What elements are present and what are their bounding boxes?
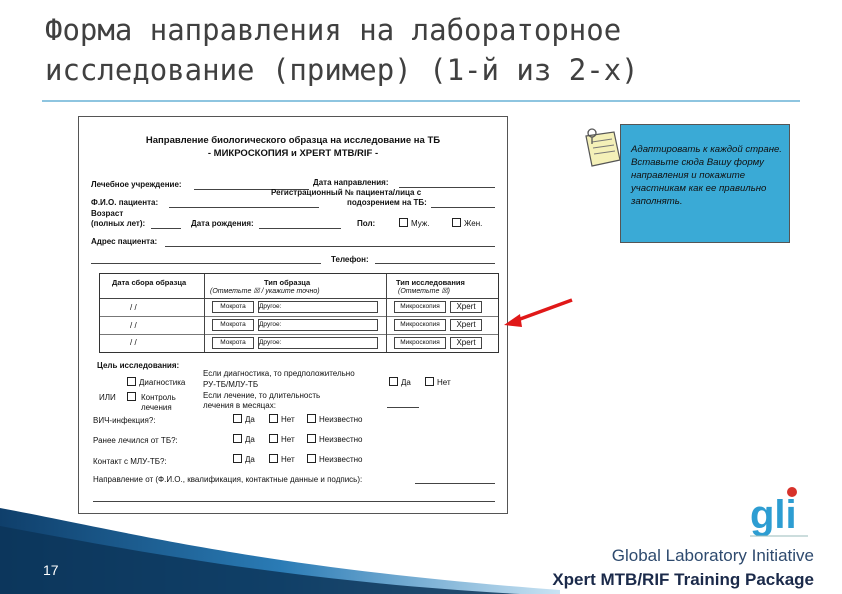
prev-no-label: Нет (281, 435, 295, 444)
address-line-2 (91, 263, 321, 264)
treatment-label: лечения (141, 403, 172, 412)
male-checkbox (399, 218, 408, 227)
row3-date: / / (130, 338, 137, 347)
row2-date: / / (130, 321, 137, 330)
or-label: ИЛИ (99, 393, 116, 402)
gli-logo (748, 484, 810, 544)
hiv-unknown-checkbox (307, 414, 316, 423)
th-sample-type: Тип образца (264, 278, 311, 287)
suspected-tb-line (431, 207, 495, 208)
mdr-yes-label: Да (245, 455, 255, 464)
form-title-line2: - МИКРОСКОПИЯ и XPERT MTB/RIF - (207, 148, 379, 159)
female-checkbox (452, 218, 461, 227)
age-full-label: (полных лет): (91, 219, 146, 228)
sticky-note-icon (578, 126, 626, 174)
hiv-no-label: Нет (281, 415, 295, 424)
hiv-label: ВИЧ-инфекция?: (93, 416, 156, 425)
th-test-type: Тип исследования (396, 278, 465, 287)
referral-form-image (78, 116, 508, 514)
birth-date-line (259, 228, 341, 229)
footer-wave-decoration (0, 490, 560, 594)
rr-yes-checkbox (389, 377, 398, 386)
phone-label: Телефон: (331, 255, 369, 264)
page-number: 17 (43, 562, 59, 578)
col-divider-2 (386, 274, 387, 352)
adapt-note-box (620, 124, 790, 243)
months-line (387, 407, 419, 408)
facility-label: Лечебное учреждение: (91, 180, 182, 189)
reg-number-label: Регистрационный № пациента/лица с (271, 188, 422, 197)
arrow-icon (500, 294, 580, 334)
referral-date-label: Дата направления: (313, 178, 389, 187)
suspected-tb-label: подозрением на ТБ: (347, 198, 427, 207)
row-line-2 (100, 334, 498, 335)
purpose-label: Цель исследования: (97, 361, 180, 370)
referral-from-label: Направление от (Ф.И.О., квалификация, контактные данные и подпись): (93, 475, 363, 484)
adapt-note-text: Адаптировать к каждой стране. Вставьте сюда Вашу форму направления и покажите участникам как ее правильно заполнять. (631, 144, 782, 207)
row1-other: Другое: (258, 301, 378, 313)
col-divider-1 (204, 274, 205, 352)
sample-table (99, 273, 499, 353)
th-test-type-sub: (Отметьте ☒) (398, 288, 450, 295)
hiv-unknown-label: Неизвестно (319, 415, 363, 424)
rr-mdr-label: РУ-ТБ/МЛУ-ТБ (203, 380, 259, 389)
prev-unknown-checkbox (307, 434, 316, 443)
slide-title: Форма направления на лабораторное исследование (пример) (1-й из 2-х) (45, 13, 639, 87)
hiv-no-checkbox (269, 414, 278, 423)
prev-treated-label: Ранее лечился от ТБ?: (93, 436, 178, 445)
row3-micro: Микроскопия (394, 337, 446, 349)
rr-yes-label: Да (401, 378, 411, 387)
prev-yes-label: Да (245, 435, 255, 444)
female-label: Жен. (464, 219, 483, 228)
mdr-yes-checkbox (233, 454, 242, 463)
mdr-no-checkbox (269, 454, 278, 463)
row2-sputum: Мокрота (212, 319, 254, 331)
row1-date: / / (130, 303, 137, 312)
referral-from-line-1 (415, 483, 495, 484)
table-header-line (100, 298, 498, 299)
footer-package-name: Xpert MTB/RIF Training Package (552, 570, 814, 589)
row2-other: Другое: (258, 319, 378, 331)
row1-micro: Микроскопия (394, 301, 446, 313)
prev-unknown-label: Неизвестно (319, 435, 363, 444)
rr-no-checkbox (425, 377, 434, 386)
hiv-yes-label: Да (245, 415, 255, 424)
prev-no-checkbox (269, 434, 278, 443)
mdr-unknown-checkbox (307, 454, 316, 463)
birth-date-label: Дата рождения: (191, 219, 254, 228)
footer-organization: Global Laboratory Initiative (611, 546, 814, 565)
male-label: Муж. (411, 219, 430, 228)
row2-xpert: Xpert (450, 319, 482, 331)
row3-xpert: Xpert (450, 337, 482, 349)
row2-micro: Микроскопия (394, 319, 446, 331)
address-line-1 (165, 246, 495, 247)
row1-sputum: Мокрота (212, 301, 254, 313)
months-label: лечения в месяцах: (203, 401, 276, 410)
th-sample-date: Дата сбора образца (112, 278, 187, 287)
patient-name-label: Ф.И.О. пациента: (91, 198, 159, 207)
mdr-no-label: Нет (281, 455, 295, 464)
mdr-contact-label: Контакт с МЛУ-ТБ?: (93, 457, 167, 466)
sex-label: Пол: (357, 219, 376, 228)
if-treatment-label: Если лечение, то длительность (203, 391, 321, 400)
control-checkbox (127, 392, 136, 401)
prev-yes-checkbox (233, 434, 242, 443)
row1-xpert: Xpert (450, 301, 482, 313)
hiv-yes-checkbox (233, 414, 242, 423)
row3-other: Другое: (258, 337, 378, 349)
row3-sputum: Мокрота (212, 337, 254, 349)
if-diagnosis-label: Если диагностика, то предположительно (203, 369, 355, 378)
age-label: Возраст (91, 209, 124, 218)
diagnosis-label: Диагностика (139, 378, 186, 387)
gli-logo-text: gli (750, 493, 797, 537)
address-label: Адрес пациента: (91, 237, 158, 246)
th-sample-type-sub: (Отметьте ☒ / укажите точно) (210, 288, 320, 295)
row-line-1 (100, 316, 498, 317)
phone-line (375, 263, 495, 264)
diagnosis-checkbox (127, 377, 136, 386)
control-label: Контроль (141, 393, 176, 402)
title-divider (42, 100, 800, 102)
form-title-line1: Направление биологического образца на исследование на ТБ (145, 135, 441, 146)
patient-name-line (169, 207, 319, 208)
rr-no-label: Нет (437, 378, 451, 387)
age-line (151, 228, 181, 229)
mdr-unknown-label: Неизвестно (319, 455, 363, 464)
